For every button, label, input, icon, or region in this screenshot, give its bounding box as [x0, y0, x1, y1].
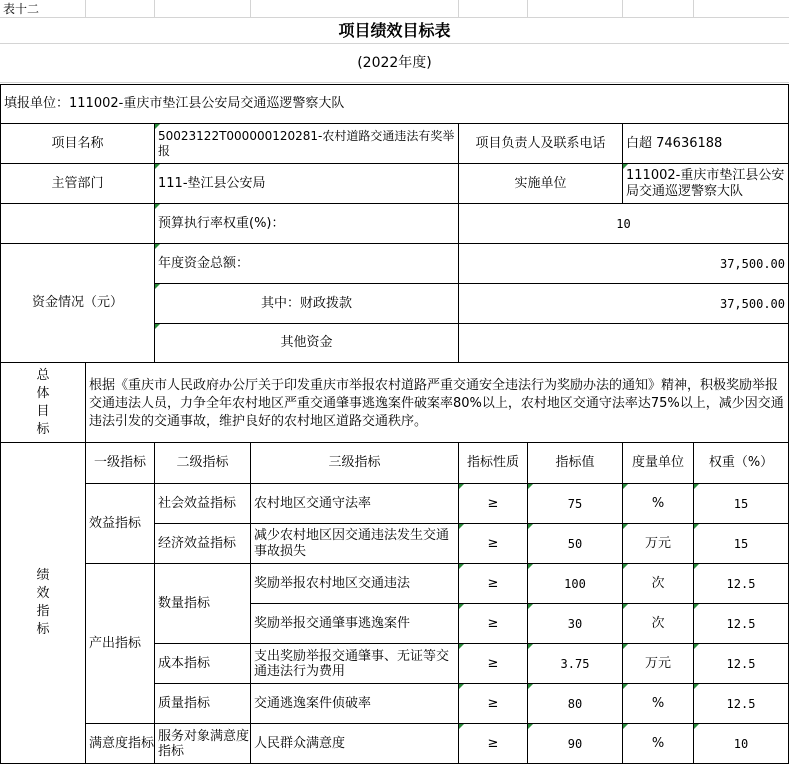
weight-cell: 12.5 [693, 683, 789, 724]
sheet-label: 表十二 [3, 1, 40, 16]
funds-other-label: 其他资金 [154, 323, 459, 363]
unit-cell: 万元 [622, 523, 694, 564]
header-value: 指标值 [527, 442, 623, 484]
unit-cell: % [622, 683, 694, 724]
perf-label-char: 标 [36, 622, 50, 637]
project-name-value: 50023122T000000120281-农村道路交通违法有奖举报 [154, 123, 459, 164]
value-cell: 90 [527, 723, 623, 764]
perf-label-char: 绩 [36, 568, 50, 583]
level3-cell: 支出奖励举报交通肇事、无证等交通违法行为费用 [250, 643, 459, 684]
unit-cell: 次 [622, 603, 694, 644]
unit-cell: % [622, 723, 694, 764]
project-name-label: 项目名称 [0, 123, 155, 164]
budget-rate-spacer [0, 203, 155, 244]
level1-satisfaction: 满意度指标 [85, 723, 155, 764]
value-cell: 80 [527, 683, 623, 724]
nature-cell: ≥ [458, 523, 528, 564]
goal-text: 根据《重庆市人民政府办公厅关于印发重庆市举报农村道路严重交通安全违法行为奖励办法的通知》精神，积极奖励举报交通违法人员，力争全年农村地区严重交通肇事逃逸案件破案率80%以上，农村地区交通守法率达75%以上，减少因交通违法引发的交通事故，维护良好的农村地区道路交通秩序。 [85, 362, 789, 443]
value-cell: 50 [527, 523, 623, 564]
filler-row [0, 84, 789, 124]
goal-label-char: 总 [36, 367, 50, 383]
nature-cell: ≥ [458, 603, 528, 644]
weight-cell: 10 [693, 723, 789, 764]
level1-benefit: 效益指标 [85, 483, 155, 564]
funds-other-value [458, 323, 789, 363]
value-cell: 3.75 [527, 643, 623, 684]
header-unit: 度量单位 [622, 442, 694, 484]
level2-cost: 成本指标 [154, 643, 251, 684]
project-leader-label: 项目负责人及联系电话 [458, 123, 623, 164]
level3-cell: 减少农村地区因交通违法发生交通事故损失 [250, 523, 459, 564]
weight-cell: 15 [693, 483, 789, 524]
header-nature: 指标性质 [458, 442, 528, 484]
level2-economic: 经济效益指标 [154, 523, 251, 564]
level3-cell: 奖励举报农村地区交通违法 [250, 563, 459, 604]
weight-cell: 15 [693, 523, 789, 564]
level2-quality: 质量指标 [154, 683, 251, 724]
filler-value: 111002-重庆市垫江县公安局交通巡逻警察大队 [69, 96, 345, 111]
unit-cell: % [622, 483, 694, 524]
dept-value: 111-垫江县公安局 [154, 163, 459, 204]
page-title: 项目绩效目标表 [338, 20, 451, 40]
goal-label-char: 标 [36, 421, 50, 437]
header-weight: 权重（%） [693, 442, 789, 484]
level2-service-satisfaction: 服务对象满意度指标 [154, 723, 251, 764]
goal-label-char: 体 [36, 385, 50, 401]
level2-quantity: 数量指标 [154, 563, 251, 644]
level3-cell: 交通逃逸案件侦破率 [250, 683, 459, 724]
value-cell: 75 [527, 483, 623, 524]
funds-label: 资金情况（元） [0, 243, 155, 363]
level1-output: 产出指标 [85, 563, 155, 724]
nature-cell: ≥ [458, 483, 528, 524]
unit-cell: 万元 [622, 643, 694, 684]
goal-label [0, 362, 86, 443]
weight-cell: 12.5 [693, 603, 789, 644]
filler-label: 填报单位： [4, 96, 70, 111]
goal-label-char: 目 [36, 403, 50, 419]
level3-cell: 农村地区交通守法率 [250, 483, 459, 524]
dept-label: 主管部门 [0, 163, 155, 204]
budget-rate-label: 预算执行率权重(%)： [154, 203, 459, 244]
funds-total-value: 37,500.00 [458, 243, 789, 284]
nature-cell: ≥ [458, 723, 528, 764]
header-level1: 一级指标 [85, 442, 155, 484]
impl-unit-label: 实施单位 [458, 163, 623, 204]
level3-cell: 人民群众满意度 [250, 723, 459, 764]
header-level3: 三级指标 [250, 442, 459, 484]
funds-total-label: 年度资金总额： [154, 243, 459, 284]
nature-cell: ≥ [458, 683, 528, 724]
perf-label [0, 442, 86, 764]
weight-cell: 12.5 [693, 643, 789, 684]
weight-cell: 12.5 [693, 563, 789, 604]
impl-unit-value: 111002-重庆市垫江县公安局交通巡逻警察大队 [622, 163, 789, 204]
value-cell: 30 [527, 603, 623, 644]
unit-cell: 次 [622, 563, 694, 604]
header-level2: 二级指标 [154, 442, 251, 484]
level3-cell: 奖励举报交通肇事逃逸案件 [250, 603, 459, 644]
perf-label-char: 效 [36, 586, 50, 601]
funds-fiscal-value: 37,500.00 [458, 283, 789, 324]
nature-cell: ≥ [458, 563, 528, 604]
budget-rate-value: 10 [458, 203, 789, 244]
perf-label-char: 指 [36, 604, 50, 619]
level2-social: 社会效益指标 [154, 483, 251, 524]
funds-fiscal-label: 其中：财政拨款 [154, 283, 459, 324]
year-subtitle: (2022年度) [357, 55, 432, 71]
project-leader-value: 白超 74636188 [622, 123, 789, 164]
value-cell: 100 [527, 563, 623, 604]
nature-cell: ≥ [458, 643, 528, 684]
